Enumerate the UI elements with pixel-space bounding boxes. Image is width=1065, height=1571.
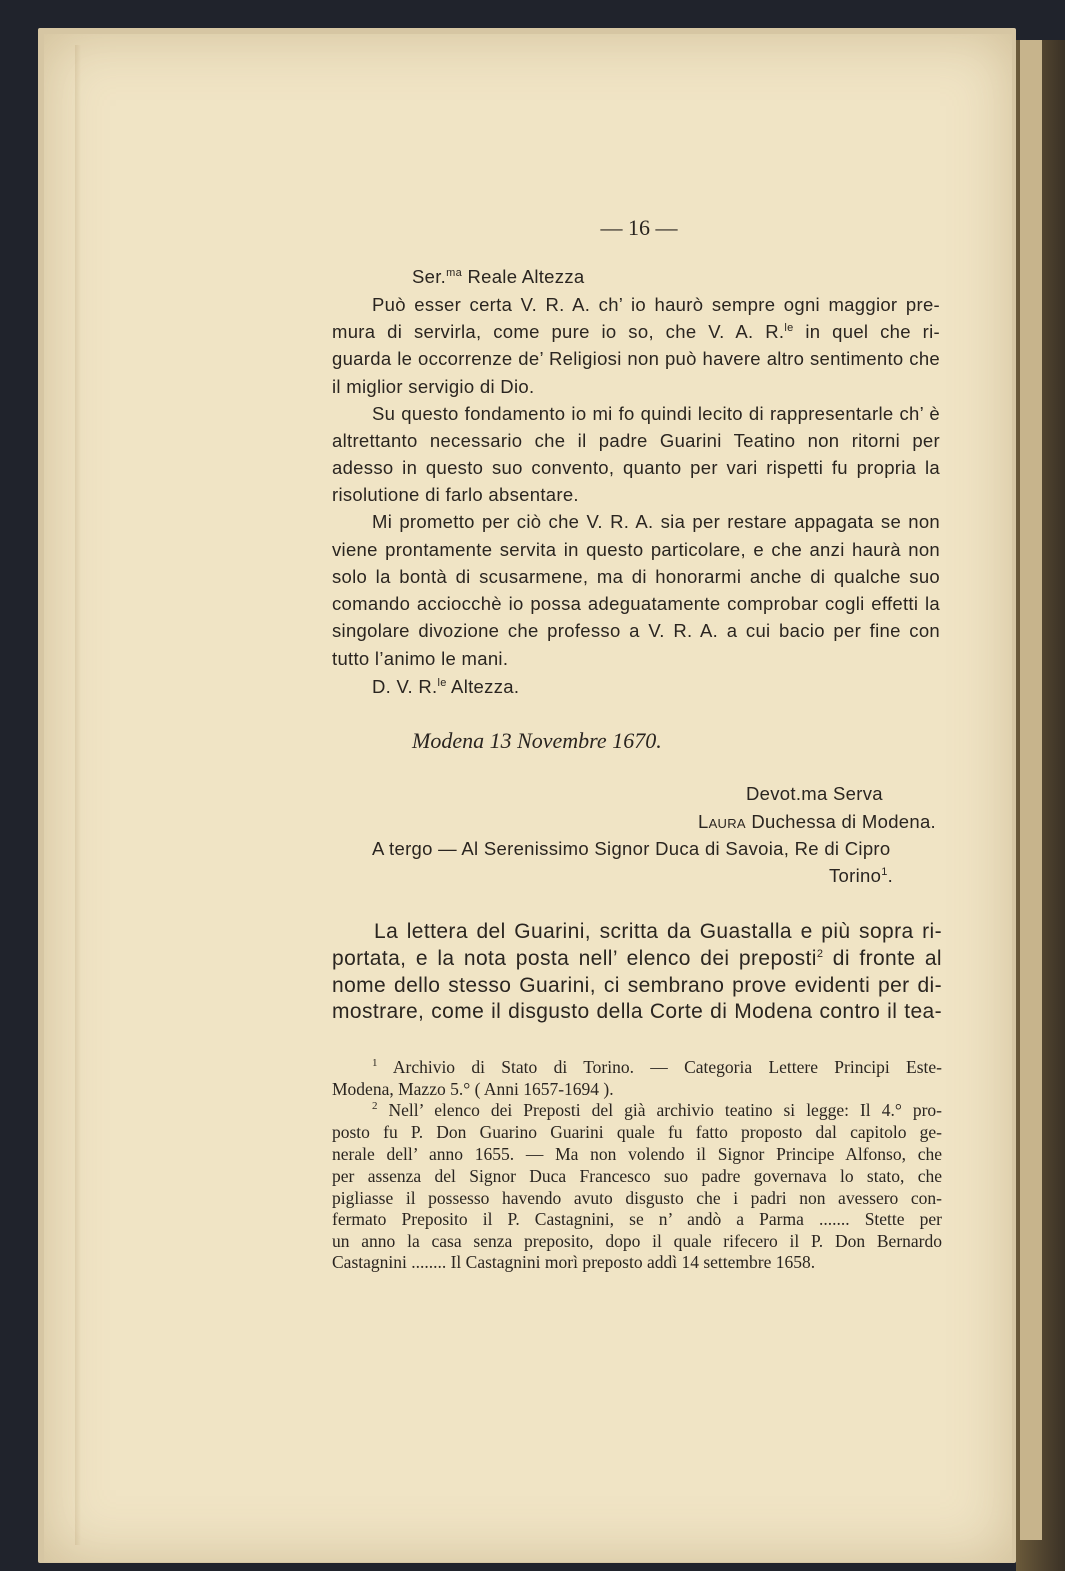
commentary-line: nome dello stesso Guarini, ci sembrano prove evidenti per di-	[332, 974, 942, 997]
footnote-line: un anno la casa senza preposito, dopo il quale rifecero il P. Don Bernardo	[332, 1231, 942, 1251]
next-page-edge	[1020, 40, 1042, 1540]
footnote-line: nerale dell’ anno 1655. — Ma non volendo il Signor Principe Alfonso, che	[332, 1144, 942, 1164]
page-fold	[75, 45, 81, 1545]
footnote-line: pigliasse il possesso havendo avuto disgusto che i padri non avessero con-	[332, 1188, 942, 1208]
footnote-line: per assenza del Signor Duca Francesco suo padre governava lo stato, che	[332, 1166, 942, 1186]
commentary-line: portata, e la nota posta nell’ elenco dei preposti$^2$ di fronte al	[332, 947, 943, 970]
letter-line: altrettanto necessario che il padre Guarini Teatino non ritorni per	[332, 430, 940, 451]
letter-line: adesso in questo suo convento, quanto per vari rispetti fu propria la	[332, 457, 940, 478]
letter-line: Su questo fondamento io mi fo quindi lecito di rappresentarle ch’ è	[372, 403, 940, 424]
letter-line: Può esser certa V. R. A. ch’ io haurò sempre ogni maggior pre-	[372, 294, 940, 315]
letter-line: Mi prometto per ciò che V. R. A. sia per restare appagata se non	[372, 511, 940, 532]
salutation: Ser.$^{ma}$ Reale Altezza	[412, 266, 585, 287]
letter-line: il miglior servigio di Dio.	[332, 376, 535, 397]
commentary-line: mostrare, come il disgusto della Corte di Modena contro il tea-	[332, 1000, 942, 1023]
letter-line: guarda le occorrenze de’ Religiosi non può havere altro sentimento che	[332, 348, 940, 369]
footnote-line: Modena, Mazzo 5.° ( Anni 1657-1694 ).	[332, 1079, 614, 1099]
letter-line: mura di servirla, come pure io so, che V. A. R.$^{le}$ in quel che ri-	[332, 321, 941, 342]
footnote-line: Castagnini ........ Il Castagnini morì preposto addì 14 settembre 1658.	[332, 1252, 816, 1272]
letter-line: risolutione di farlo absentare.	[332, 484, 579, 505]
footnote-line: fermato Preposito il P. Castagnini, se n’ andò a Parma ....... Stette per	[332, 1209, 942, 1229]
letter-line: tutto l’animo le mani.	[332, 648, 509, 669]
letter-closing: D. V. R.$^{le}$ Altezza.	[372, 676, 520, 697]
footnote-line: posto fu P. Don Guarino Guarini quale fu fatto proposto dal capitolo ge-	[332, 1122, 942, 1142]
page-number: — 16 —	[600, 215, 678, 240]
letter-city: Torino$^1$.	[829, 865, 894, 886]
commentary-line: La lettera del Guarini, scritta da Guastalla e più sopra ri-	[374, 920, 942, 943]
footnote-line: $^2$ Nell’ elenco dei Preposti del già archivio teatino si legge: Il 4.° pro-	[372, 1100, 942, 1120]
letter-line: comando acciocchè io possa adeguatamente comprobar cogli effetti la	[332, 593, 940, 614]
letter-line: viene prontamente servita in questo particolare, e che anzi haurà non	[332, 539, 940, 560]
letter-line: solo la bontà di scusarmene, ma di honorarmi anche di qualche suo	[332, 566, 940, 587]
letter-address: A tergo — Al Serenissimo Signor Duca di Savoia, Re di Cipro	[372, 838, 891, 859]
letter-date: Modena 13 Novembre 1670.	[412, 728, 662, 753]
signature-name: Laura Duchessa di Modena.	[698, 811, 937, 832]
letter-line: singolare divozione che professo a V. R. A. a cui bacio per fine con	[332, 620, 940, 641]
signature-line: Devot.ma Serva	[746, 783, 883, 804]
footnote-line: $^1$ Archivio di Stato di Torino. — Categoria Lettere Principi Este-	[372, 1057, 942, 1077]
